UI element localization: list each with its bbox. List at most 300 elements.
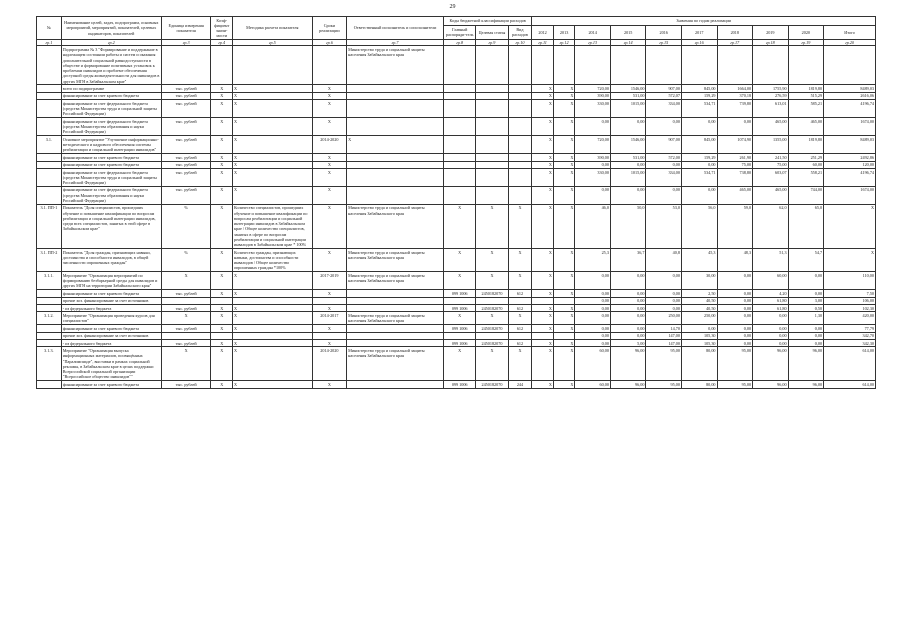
- header-code-grbs: Главный распоряди-тель: [444, 25, 476, 40]
- table-cell: 261,90: [717, 154, 753, 161]
- table-cell: X: [553, 340, 575, 347]
- table-cell: [347, 154, 444, 161]
- table-cell: 61,80: [753, 305, 789, 312]
- table-cell: 0,00: [575, 312, 611, 325]
- table-cell: тыс. рублей: [161, 381, 211, 388]
- table-cell: 60,00: [753, 272, 789, 290]
- table-cell: [37, 340, 62, 347]
- table-cell: X: [532, 100, 554, 118]
- table-cell: 0,00: [646, 186, 682, 204]
- table-cell: X: [211, 340, 233, 347]
- table-cell: X: [532, 305, 554, 312]
- table-cell: [347, 381, 444, 388]
- table-cell: X: [232, 168, 312, 186]
- table-cell: финансирование за счет краевого бюджета: [61, 381, 161, 388]
- table-cell: [347, 85, 444, 92]
- table-cell: X: [824, 249, 876, 272]
- table-cell: тыс. рублей: [161, 305, 211, 312]
- column-number: гр.12: [553, 40, 575, 46]
- table-cell: 099 1006: [444, 340, 476, 347]
- table-cell: 0,00: [575, 290, 611, 297]
- table-cell: 612: [508, 305, 532, 312]
- table-cell: [476, 46, 508, 85]
- table-cell: тыс. рублей: [161, 290, 211, 297]
- table-cell: [37, 168, 62, 186]
- table-cell: тыс. рублей: [161, 186, 211, 204]
- table-cell: Мероприятие "Организация проведения курсов для специалистов": [61, 312, 161, 325]
- table-cell: X: [532, 272, 554, 290]
- table-cell: X: [312, 204, 346, 248]
- table-cell: 75,00: [753, 161, 789, 168]
- table-cell: 390,00: [575, 154, 611, 161]
- table-cell: 572,07: [646, 92, 682, 99]
- table-cell: 465,00: [753, 118, 789, 136]
- table-cell: 3.1.1.: [37, 272, 62, 290]
- table-cell: X: [532, 325, 554, 332]
- table-cell: [553, 46, 575, 85]
- table-cell: [476, 186, 508, 204]
- table-cell: 61,80: [753, 297, 789, 304]
- table-cell: [37, 154, 62, 161]
- table-row: [37, 154, 876, 161]
- table-row: [37, 381, 876, 388]
- table-cell: 0,00: [610, 312, 646, 325]
- table-cell: [347, 297, 444, 304]
- table-cell: 2,50: [681, 290, 717, 297]
- table-cell: [444, 136, 476, 154]
- table-row: [37, 118, 876, 136]
- table-cell: [444, 168, 476, 186]
- table-cell: - из федерального бюджета: [61, 305, 161, 312]
- table-cell: 3.1.3.: [37, 347, 62, 381]
- table-cell: X: [232, 161, 312, 168]
- table-cell: 420,00: [824, 312, 876, 325]
- table-cell: тыс. рублей: [161, 92, 211, 99]
- table-cell: [508, 154, 532, 161]
- table-cell: [312, 46, 346, 85]
- table-cell: [161, 297, 211, 304]
- table-cell: 739,80: [717, 100, 753, 118]
- table-cell: 95,00: [646, 381, 682, 388]
- table-cell: [347, 305, 444, 312]
- header-code-target: Целевая статья: [476, 25, 508, 40]
- table-cell: 534,71: [681, 100, 717, 118]
- table-cell: 0,00: [717, 325, 753, 332]
- table-cell: 14,70: [646, 325, 682, 332]
- table-cell: 102,30: [824, 305, 876, 312]
- table-cell: X: [444, 312, 476, 325]
- table-cell: [532, 46, 554, 85]
- table-cell: тыс. рублей: [161, 154, 211, 161]
- table-cell: X: [553, 347, 575, 381]
- table-cell: 907,00: [646, 136, 682, 154]
- table-cell: 342,70: [824, 332, 876, 339]
- header-resp: Ответственный исполнитель и соисполнители: [347, 17, 444, 40]
- table-cell: [508, 332, 532, 339]
- table-cell: 0,00: [788, 340, 824, 347]
- table-cell: 65,0: [788, 204, 824, 248]
- table-cell: 099 1006: [444, 305, 476, 312]
- column-number: гр.15: [646, 40, 682, 46]
- table-cell: 80,00: [681, 381, 717, 388]
- table-cell: 60,00: [788, 161, 824, 168]
- table-cell: 62,0: [753, 204, 789, 248]
- table-cell: 531,00: [610, 92, 646, 99]
- table-cell: X: [553, 186, 575, 204]
- table-cell: финансирование за счет краевого бюджета: [61, 92, 161, 99]
- table-cell: X: [553, 272, 575, 290]
- header-values: Значения по годам реализации: [532, 17, 876, 26]
- table-cell: X: [232, 340, 312, 347]
- table-cell: X: [232, 305, 312, 312]
- table-cell: 40,50: [681, 305, 717, 312]
- table-cell: X: [211, 154, 233, 161]
- table-cell: 51,3: [753, 249, 789, 272]
- table-cell: X: [232, 92, 312, 99]
- table-cell: Подпрограмма № 3 "Формирование и поддержание в надлежащем состоянии работы и систем и оказания дополнительной социальной равнодоступности в обществе и формирование позитивных установок к проблемам инвалидов и проблеме обеспечения доступной среды жизнедеятельности для инвалидов в других МГН в Забайкальском крае": [61, 46, 161, 85]
- table-cell: 251,29: [788, 154, 824, 161]
- table-cell: 465,00: [717, 186, 753, 204]
- table-cell: [508, 186, 532, 204]
- table-row: [37, 161, 876, 168]
- table-cell: 250,00: [646, 312, 682, 325]
- header-row-1: [37, 17, 876, 26]
- table-cell: X: [347, 136, 444, 154]
- table-cell: X: [508, 312, 532, 325]
- table-cell: X: [824, 204, 876, 248]
- table-cell: тыс. рублей: [161, 161, 211, 168]
- table-cell: [476, 118, 508, 136]
- table-cell: [532, 297, 554, 304]
- table-cell: 2450182070: [476, 381, 508, 388]
- table-cell: X: [312, 168, 346, 186]
- table-cell: [646, 46, 682, 85]
- table-cell: 0,00: [717, 297, 753, 304]
- program-table-container: [36, 16, 876, 389]
- table-cell: [37, 161, 62, 168]
- table-cell: X: [211, 136, 233, 154]
- table-cell: 0,00: [788, 332, 824, 339]
- table-row: [37, 249, 876, 272]
- table-cell: 1546,00: [610, 85, 646, 92]
- table-cell: 744,00: [788, 186, 824, 204]
- table-cell: X: [553, 168, 575, 186]
- table-cell: [444, 100, 476, 118]
- table-cell: 0,00: [753, 312, 789, 325]
- table-cell: 738,80: [717, 168, 753, 186]
- table-cell: X: [211, 312, 233, 325]
- table-cell: X: [553, 249, 575, 272]
- table-cell: 2014-2020: [312, 347, 346, 381]
- table-cell: [753, 46, 789, 85]
- table-cell: 59,0: [717, 204, 753, 248]
- table-cell: [37, 85, 62, 92]
- table-cell: тыс. рублей: [161, 325, 211, 332]
- table-cell: тыс. рублей: [161, 340, 211, 347]
- header-codes: Коды бюджетной классификации расходов: [444, 17, 532, 26]
- table-cell: тыс. рублей: [161, 136, 211, 154]
- table-cell: X: [211, 381, 233, 388]
- table-cell: X: [312, 290, 346, 297]
- table-cell: 25,3: [575, 249, 611, 272]
- table-cell: 241,50: [753, 154, 789, 161]
- table-cell: 613,01: [753, 100, 789, 118]
- table-cell: 3.1. ПП-2: [37, 249, 62, 272]
- table-cell: 612: [508, 325, 532, 332]
- table-cell: [476, 332, 508, 339]
- table-cell: X: [476, 312, 508, 325]
- table-cell: финансирование за счет федерального бюджета (средства Министерства труда и социальной защиты Российской Федерации): [61, 168, 161, 186]
- table-cell: [476, 136, 508, 154]
- table-cell: X: [553, 92, 575, 99]
- table-cell: [37, 325, 62, 332]
- table-cell: X: [312, 118, 346, 136]
- table-cell: 465,00: [788, 118, 824, 136]
- table-cell: 120,00: [824, 161, 876, 168]
- table-cell: X: [532, 249, 554, 272]
- table-cell: 330,00: [575, 168, 611, 186]
- header-year: 2012: [532, 25, 554, 40]
- table-cell: Мероприятие "Организация выпуска информационных материалов, посвящённых "Паралимпиаде", выставки в рамках социальной рекламы, в Забайкальском крае в целях поддержки Всероссийской социальной организации "Всероссийское общество инвалидов"": [61, 347, 161, 381]
- table-cell: тыс. рублей: [161, 168, 211, 186]
- header-code-type: Вид расходов: [508, 25, 532, 40]
- table-cell: 0,00: [717, 340, 753, 347]
- table-cell: X: [232, 154, 312, 161]
- header-year: 2019: [753, 25, 789, 40]
- table-cell: [347, 325, 444, 332]
- table-cell: X: [444, 347, 476, 381]
- table-cell: 720,00: [575, 136, 611, 154]
- table-row: [37, 85, 876, 92]
- table-cell: [37, 46, 62, 85]
- table-cell: 1074,90: [717, 136, 753, 154]
- table-cell: [161, 46, 211, 85]
- table-cell: 2017-2019: [312, 272, 346, 290]
- table-cell: 2492,86: [824, 154, 876, 161]
- table-cell: X: [312, 381, 346, 388]
- header-name: Наименование целей, задач, подпрограмм, основных мероприятий, мероприятий, показателей, целевых индикаторов, показателей: [61, 17, 161, 40]
- table-cell: 0,00: [575, 272, 611, 290]
- column-number: гр.10: [508, 40, 532, 46]
- table-cell: 0,00: [681, 186, 717, 204]
- table-cell: 2450182070: [476, 340, 508, 347]
- table-cell: 60,00: [575, 381, 611, 388]
- table-cell: 7,50: [824, 290, 876, 297]
- header-year: 2014: [575, 25, 611, 40]
- table-cell: 0,00: [610, 297, 646, 304]
- table-row: [37, 312, 876, 325]
- table-cell: [824, 46, 876, 85]
- column-number: гр.7: [347, 40, 444, 46]
- table-cell: 0,00: [681, 118, 717, 136]
- table-cell: 0,00: [575, 118, 611, 136]
- table-cell: [508, 92, 532, 99]
- table-cell: 8489,03: [824, 85, 876, 92]
- table-cell: [553, 297, 575, 304]
- table-body: [37, 40, 876, 388]
- table-cell: финансирование за счет федерального бюджета (средства Министерства образования и науки Российской Федерации): [61, 186, 161, 204]
- table-cell: 558,21: [788, 168, 824, 186]
- table-cell: 96,00: [610, 347, 646, 381]
- table-cell: X: [532, 347, 554, 381]
- table-cell: [312, 332, 346, 339]
- table-cell: 0,00: [646, 297, 682, 304]
- table-cell: X: [211, 249, 233, 272]
- table-cell: 0,00: [610, 325, 646, 332]
- table-cell: всего по подпрограмме: [61, 85, 161, 92]
- table-cell: 3.1.2.: [37, 312, 62, 325]
- column-number: гр.19: [788, 40, 824, 46]
- table-cell: X: [444, 204, 476, 248]
- table-cell: [508, 100, 532, 118]
- header-year: 2018: [717, 25, 753, 40]
- table-cell: 531,00: [610, 154, 646, 161]
- table-cell: 3.1.: [37, 136, 62, 154]
- table-cell: X: [312, 100, 346, 118]
- table-cell: Мероприятие "Организация мероприятий по формированию безбарьерной среды для инвалидов и других МГН на территории Забайкальского края": [61, 272, 161, 290]
- table-cell: [575, 46, 611, 85]
- table-cell: X: [161, 312, 211, 325]
- table-cell: [444, 332, 476, 339]
- table-cell: X: [553, 290, 575, 297]
- table-cell: X: [211, 168, 233, 186]
- table-cell: [476, 168, 508, 186]
- table-cell: [347, 186, 444, 204]
- column-number: гр.5: [232, 40, 312, 46]
- table-row: [37, 347, 876, 381]
- table-cell: [508, 85, 532, 92]
- page-number: 29: [449, 4, 456, 10]
- table-cell: 50,0: [610, 204, 646, 248]
- table-cell: финансирование за счет краевого бюджета: [61, 161, 161, 168]
- table-cell: X: [532, 312, 554, 325]
- table-cell: 0,00: [575, 297, 611, 304]
- table-cell: [444, 85, 476, 92]
- table-cell: 159,29: [681, 154, 717, 161]
- table-cell: [347, 92, 444, 99]
- table-cell: 106,00: [824, 297, 876, 304]
- table-cell: X: [553, 161, 575, 168]
- table-cell: 159,29: [681, 92, 717, 99]
- table-cell: [37, 118, 62, 136]
- table-row: [37, 100, 876, 118]
- table-cell: 96,00: [753, 347, 789, 381]
- table-cell: 147,00: [646, 340, 682, 347]
- table-cell: 370,18: [717, 92, 753, 99]
- table-cell: 099 1006: [444, 325, 476, 332]
- table-cell: X: [476, 272, 508, 290]
- table-cell: 95,00: [717, 381, 753, 388]
- table-cell: 45,3: [681, 249, 717, 272]
- table-cell: 0,00: [681, 161, 717, 168]
- table-cell: 390,00: [575, 92, 611, 99]
- table-cell: X: [312, 154, 346, 161]
- table-cell: X: [532, 168, 554, 186]
- table-cell: 4196,74: [824, 168, 876, 186]
- table-cell: X: [232, 290, 312, 297]
- table-cell: [444, 186, 476, 204]
- table-cell: 30,00: [681, 272, 717, 290]
- table-cell: 0,00: [575, 340, 611, 347]
- table-cell: 4,20: [753, 290, 789, 297]
- table-cell: Министерство труда и социальной защиты населения Забайкальского края: [347, 204, 444, 248]
- column-number: гр.20: [824, 40, 876, 46]
- table-row: [37, 325, 876, 332]
- table-cell: 907,00: [646, 85, 682, 92]
- table-cell: 0,00: [788, 325, 824, 332]
- table-cell: X: [553, 154, 575, 161]
- table-cell: 105,30: [681, 332, 717, 339]
- table-cell: - из федерального бюджета: [61, 340, 161, 347]
- table-cell: X: [211, 92, 233, 99]
- table-cell: тыс. рублей: [161, 118, 211, 136]
- table-cell: [610, 46, 646, 85]
- column-number: гр.17: [717, 40, 753, 46]
- table-cell: X: [211, 85, 233, 92]
- table-cell: [444, 161, 476, 168]
- table-cell: 1015,00: [610, 100, 646, 118]
- table-cell: X: [312, 85, 346, 92]
- table-cell: [476, 297, 508, 304]
- table-cell: X: [476, 249, 508, 272]
- table-cell: X: [232, 325, 312, 332]
- table-cell: [347, 100, 444, 118]
- table-cell: 96,00: [753, 381, 789, 388]
- table-cell: 612: [508, 290, 532, 297]
- table-row: [37, 204, 876, 248]
- table-cell: [161, 332, 211, 339]
- table-cell: 1546,00: [610, 136, 646, 154]
- table-cell: 40,50: [681, 297, 717, 304]
- column-number: гр.6: [312, 40, 346, 46]
- table-cell: [232, 46, 312, 85]
- table-cell: Количество специалистов, прошедших обучение и повышение квалификации по вопросам реабилитации и социальной интеграции инвалидов в Забайкальском крае / Общее количество специалистов, занятых в сфере по вопросам реабилитации и социальной интеграции инвалидов в Забайкальском крае * 100%: [232, 204, 312, 248]
- table-cell: 105,30: [681, 340, 717, 347]
- table-cell: [444, 118, 476, 136]
- table-cell: 0,00: [717, 272, 753, 290]
- table-cell: [37, 100, 62, 118]
- table-cell: X: [553, 312, 575, 325]
- table-cell: прочие хоз. финансирование за счет источников: [61, 332, 161, 339]
- table-cell: X: [553, 305, 575, 312]
- table-row: [37, 290, 876, 297]
- table-cell: 0,00: [717, 118, 753, 136]
- table-cell: 0,00: [717, 305, 753, 312]
- table-cell: финансирование за счет краевого бюджета: [61, 325, 161, 332]
- table-cell: [211, 332, 233, 339]
- table-cell: 0,00: [717, 332, 753, 339]
- table-cell: X: [232, 100, 312, 118]
- table-cell: 46,0: [575, 204, 611, 248]
- table-cell: [232, 297, 312, 304]
- table-cell: [532, 332, 554, 339]
- table-cell: 250,00: [681, 312, 717, 325]
- table-cell: 3.1. ПП-1: [37, 204, 62, 248]
- table-cell: [347, 118, 444, 136]
- table-row: [37, 46, 876, 85]
- table-cell: X: [532, 204, 554, 248]
- table-cell: 0,00: [717, 290, 753, 297]
- table-row: [37, 168, 876, 186]
- table-cell: [211, 297, 233, 304]
- table-cell: 0,00: [646, 290, 682, 297]
- table-cell: 96,00: [788, 381, 824, 388]
- table-cell: 099 1006: [444, 381, 476, 388]
- table-cell: 0,00: [575, 325, 611, 332]
- table-cell: X: [508, 272, 532, 290]
- table-cell: X: [553, 118, 575, 136]
- table-cell: 60,00: [575, 347, 611, 381]
